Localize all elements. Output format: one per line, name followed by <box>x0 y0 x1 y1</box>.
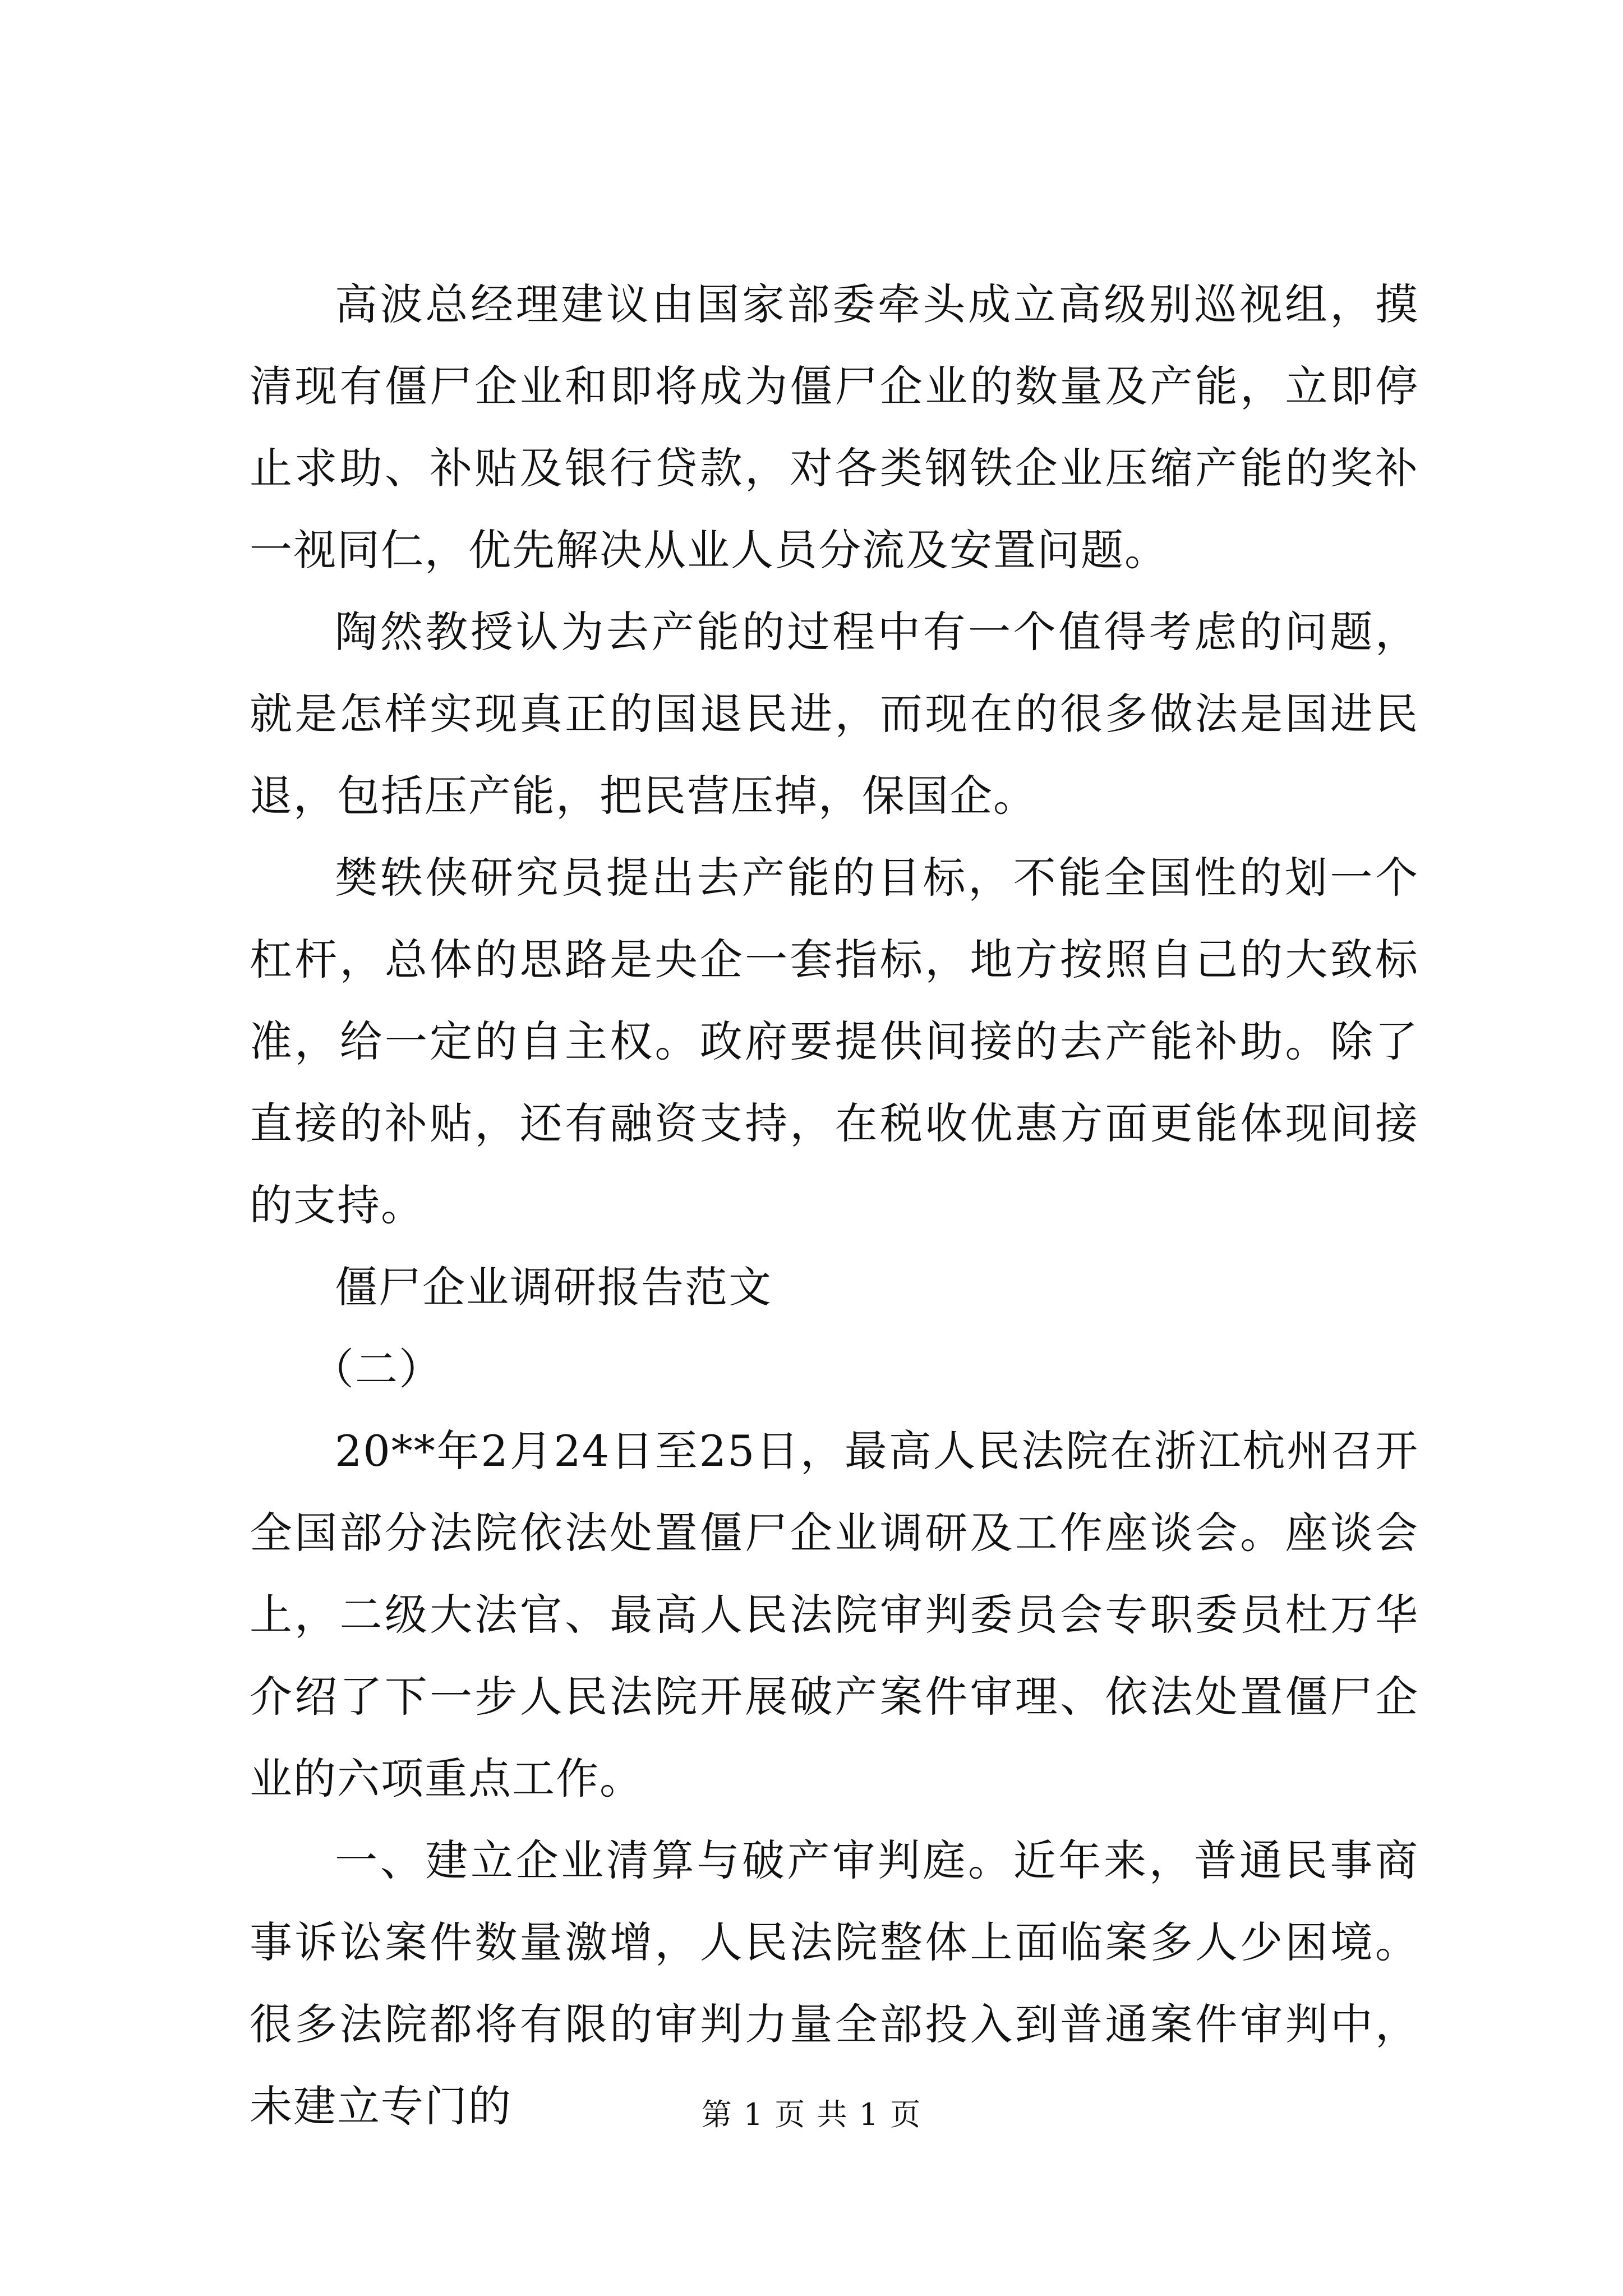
section-subtitle: （二） <box>311 1344 442 1394</box>
document-body <box>250 264 1419 2147</box>
paragraph-fan-yixia: 樊轶侠研究员提出去产能的目标，不能全国性的划一个杠杆，总体的思路是央企一套指标，地方按照自己的大致标准，给一定的自主权。政府要提供间接的去产能补助。除了直接的补贴，还有融资支持，在税收优惠方面更能体现间接的支持。 <box>250 853 1419 1230</box>
paragraph-gao-bo: 高波总经理建议由国家部委牵头成立高级别巡视组，摸清现有僵尸企业和即将成为僵尸企业的数量及产能，立即停止求助、补贴及银行贷款，对各类钢铁企业压缩产能的奖补一视同仁，优先解决从业人员分流及安置问题。 <box>250 279 1419 575</box>
paragraph-point-one: 一、建立企业清算与破产审判庭。近年来，普通民事商事诉讼案件数量激增，人民法院整体上面临案多人少困境。很多法院都将有限的审判力量全部投入到普通案件审判中，未建立专门的 <box>250 1835 1419 2131</box>
section-title: 僵尸企业调研报告范文 <box>335 1262 772 1312</box>
paragraph-tao-ran: 陶然教授认为去产能的过程中有一个值得考虑的问题，就是怎样实现真正的国退民进，而现在的很多做法是国进民退，包括压产能，把民营压掉，保国企。 <box>250 607 1419 821</box>
paragraph-meeting: 20**年2月24日至25日，最高人民法院在浙江杭州召开全国部分法院依法处置僵尸企业调研及工作座谈会。座谈会上，二级大法官、最高人民法院审判委员会专职委员杜万华介绍了下一步人民法院开展破产案件审理、依法处置僵尸企业的六项重点工作。 <box>250 1426 1419 1803</box>
page-footer: 第 1 页 共 1 页 <box>701 2097 922 2132</box>
